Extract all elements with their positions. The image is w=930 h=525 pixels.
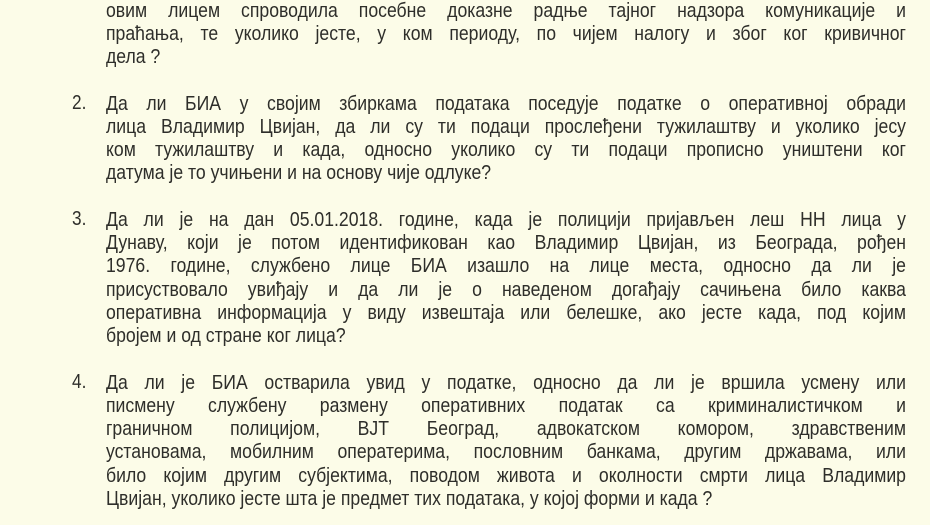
paragraph-line: установама, мобилним оператерима, пословним банкама, другим државама, или [106, 440, 906, 464]
paragraph-line: датума је то учињени и на основу чије одлуке? [106, 161, 492, 185]
paragraph-line: Цвијан, уколико јесте шта је предмет тих података, у којој форми и када ? [106, 486, 713, 510]
paragraph-line: ком тужилаштву и када, односно уколико су ти подаци прописно уништени ког [106, 138, 906, 161]
paragraph-line: овим лицем спроводила посебне доказне радње тајног надзора комуникације и [106, 0, 906, 22]
paragraph-line: дела ? [106, 45, 161, 68]
paragraph-line: присуствовало увиђају и да ли је о наведеном догађају сачињена било каква [106, 277, 906, 301]
paragraph-line: било којим другим субјектима, поводом живота и околности смрти лица Владимир [106, 463, 906, 487]
paragraph-line: Дунаву, који је потом идентификован као Владимир Цвијан, из Београда, рођен [106, 231, 906, 254]
paragraph-line: оперативна информација у виду извештаја или белешке, ако јесте када, под којим [106, 300, 906, 324]
paragraph-line: Да ли је на дан 05.01.2018. године, када је полицији пријављен леш НН лица у [106, 207, 906, 231]
paragraph-line: бројем и од стране ког лица? [106, 324, 346, 347]
paragraph-line: Да ли БИА у својим збиркама података поседује податке о оперативној обради [106, 91, 906, 115]
paragraph-line: писмену службену размену оперативних податак са криминалистичком и [106, 393, 906, 417]
paragraph-line: лица Владимир Цвијан, да ли су ти подаци прослеђени тужилаштву и уколико јесу [106, 114, 906, 138]
item-number: 4. [72, 370, 87, 393]
paragraph-line: праћања, те уколико јесте, у ком периоду, по чијем налогу и због ког кривичног [106, 21, 906, 45]
paragraph-line: граничном полицијом, ВЈТ Београд, адвокатском комором, здравственим [106, 417, 906, 440]
paragraph-line: Да ли је БИА остварила увид у податке, односно да ли је вршила усмену или [106, 370, 906, 394]
item-number: 2. [72, 91, 87, 114]
item-number: 3. [72, 207, 87, 230]
paragraph-line: 1976. године, службено лице БИА изашло на лице места, односно да ли је [106, 254, 906, 278]
